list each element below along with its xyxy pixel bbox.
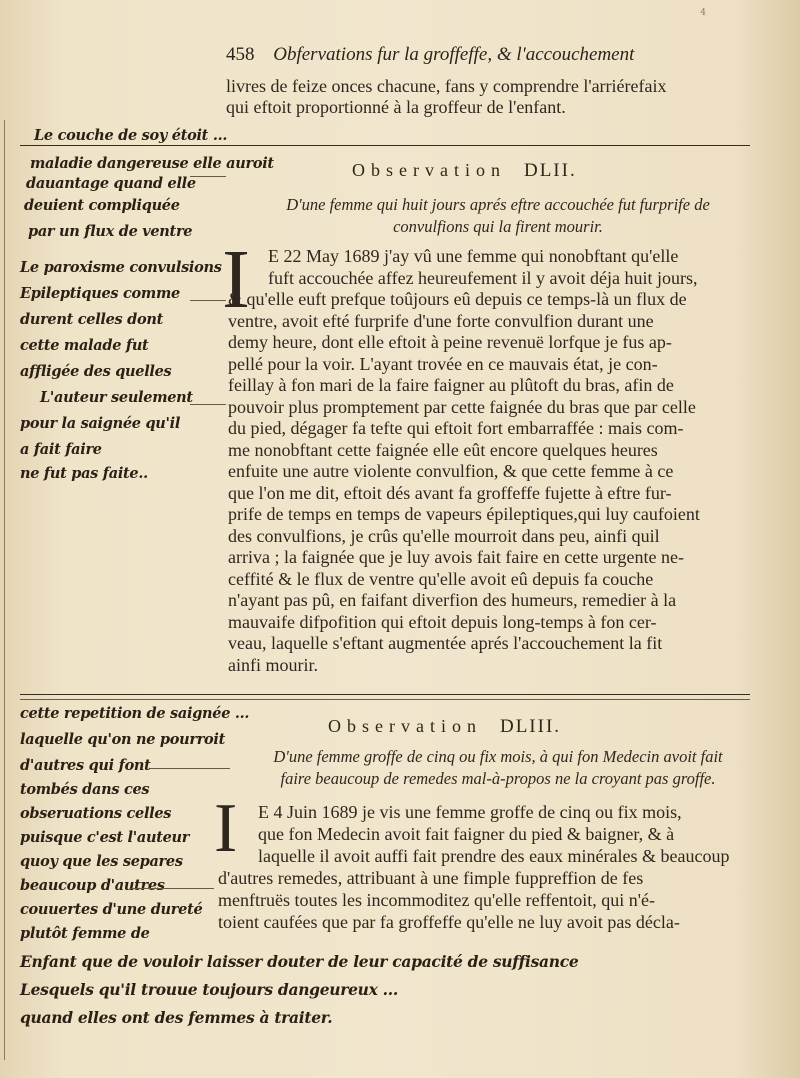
heading-label: Observation (352, 160, 506, 180)
body-line: fuft accouchée affez heureufement il y avoit déja huit jours, (268, 268, 698, 288)
handwritten-note: deuient compliquée (24, 197, 180, 214)
corner-mark: 4 (700, 8, 706, 18)
body-line: demy heure, dont elle eftoit à peine revenuë lorfque je fus ap- (228, 332, 672, 352)
summary-line: D'une femme groffe de cinq ou fix mois, à qui fon Medecin avoit fait (273, 747, 723, 766)
handwritten-note: Le couche de soy étoit ... (34, 127, 228, 144)
divider-rule (20, 699, 750, 700)
handwritten-note: ne fut pas faite.. (20, 465, 148, 482)
heading-label: Observation (328, 716, 482, 736)
body-line: veau, laquelle s'eftant augmentée aprés l'accouchement la fit (228, 633, 663, 653)
handwritten-note: puisque c'est l'auteur (20, 829, 190, 846)
handwritten-note: plutôt femme de (20, 925, 150, 942)
observation-552-heading (352, 160, 577, 182)
body-line: laquelle il avoit auffi fait prendre des eaux minérales & beaucoup (258, 846, 730, 866)
heading-number: DLII. (523, 160, 577, 181)
ink-stroke (130, 888, 214, 889)
handwritten-note: cette repetition de saignée ... (20, 705, 250, 722)
handwritten-note: Lesquels qu'il trouue toujours dangeureux ... (20, 980, 398, 999)
ink-stroke (190, 300, 226, 301)
observation-552-summary (228, 194, 768, 238)
handwritten-note: Le paroxisme convulsions (20, 259, 222, 276)
top-text-line: qui eftoit proportionné à la groffeur de l'enfant. (226, 97, 566, 117)
page-edge-line (4, 120, 5, 1060)
divider-rule (20, 694, 750, 695)
handwritten-note: pour la saignée qu'il (20, 415, 181, 432)
drop-cap: I (214, 790, 238, 867)
ink-stroke (190, 404, 226, 405)
body-line: pellé pour la voir. L'ayant trovée en ce mauvais état, je con- (228, 354, 658, 374)
handwritten-note: dauantage quand elle (26, 175, 196, 192)
summary-line: convulfions qui la firent mourir. (393, 217, 603, 236)
handwritten-note: maladie dangereuse elle auroit (30, 155, 274, 172)
running-title: Obfervations fur la groffeffe, & l'accouchement (273, 44, 635, 65)
handwritten-note: quoy que les separes (20, 853, 183, 870)
handwritten-note: tombés dans ces (20, 781, 150, 798)
body-line: menftruës toutes les incommoditez qu'elle reffentoit, qui n'é- (218, 890, 656, 910)
body-line: ainfi mourir. (228, 655, 318, 675)
handwritten-note: cette malade fut (20, 337, 149, 354)
body-line: pouvoir plus promptement par cette faignée du bras que par celle (228, 397, 696, 417)
body-line: arriva ; la faignée que je luy avois fait faire en cette urgente ne- (228, 547, 684, 567)
observation-553-summary (212, 746, 784, 790)
observation-553-heading (328, 716, 561, 738)
body-line: des convulfions, je crûs qu'elle mourroit dans peu, ainfi quil (228, 526, 660, 546)
body-line: enfuite une autre violente convulfion, & que cette femme à ce (228, 461, 674, 481)
ink-stroke (150, 768, 230, 769)
body-line: E 4 Juin 1689 je vis une femme groffe de cinq ou fix mois, (258, 802, 682, 822)
body-line: mauvaife difpofition qui eftoit depuis long-temps à fon cer- (228, 612, 657, 632)
summary-line: D'une femme qui huit jours aprés eftre accouchée fut furprife de (286, 195, 710, 214)
handwritten-note: d'autres qui font (20, 757, 151, 774)
body-line: ventre, avoit efté furprife d'une forte convulfion durant une (228, 311, 654, 331)
body-line: & qu'elle euft prefque toûjours eû depuis ce temps-là un flux de (228, 289, 687, 309)
handwritten-note: affligée des quelles (20, 363, 172, 380)
body-line: me nonobftant cette faignée elle eût encore quelques heures (228, 440, 658, 460)
handwritten-note: beaucoup d'autres (20, 877, 165, 894)
body-line: du pied, dégager fa tefte qui eftoit fort embarraffée : mais com- (228, 418, 684, 438)
handwritten-note: par un flux de ventre (28, 223, 193, 240)
body-line: que l'on me dit, eftoit dés avant fa groffeffe fujette à eftre fur- (228, 483, 672, 503)
body-line: n'ayant pas pû, en faifant diverfion des humeurs, remedier à la (228, 590, 677, 610)
handwritten-note: a fait faire (20, 441, 102, 458)
handwritten-note: obseruations celles (20, 805, 172, 822)
body-line: d'autres remedes, attribuant à une fimple fuppreffion de fes (218, 868, 644, 888)
handwritten-note: durent celles dont (20, 311, 163, 328)
handwritten-note: Epileptiques comme (20, 285, 180, 302)
body-line: toient caufées que par fa groffeffe qu'elle ne luy avoit pas décla- (218, 912, 680, 932)
handwritten-note: Enfant que de vouloir laisser douter de leur capacité de suffisance (20, 952, 579, 971)
handwritten-note: quand elles ont des femmes à traiter. (20, 1008, 333, 1027)
top-text-line: livres de feize onces chacune, fans y comprendre l'arriérefaix (226, 76, 667, 96)
running-head (226, 44, 726, 66)
body-line: E 22 May 1689 j'ay vû une femme qui nonobftant qu'elle (268, 246, 679, 266)
drop-cap: I (222, 233, 250, 326)
body-line: ceffité & le flux de ventre qu'elle avoit eû depuis fa couche (228, 569, 654, 589)
handwritten-note: L'auteur seulement (40, 389, 193, 406)
body-line: prife de temps en temps de vapeurs épileptiques,qui luy caufoient (228, 504, 700, 524)
page-number: 458 (226, 44, 255, 65)
body-line: feillay à fon mari de la faire faigner au plûtoft du bras, afin de (228, 375, 674, 395)
handwritten-note: couuertes d'une dureté (20, 901, 203, 918)
handwritten-note: laquelle qu'on ne pourroit (20, 731, 226, 748)
ink-stroke (190, 176, 226, 177)
summary-line: faire beaucoup de remedes mal-à-propos ne la croyant pas groffe. (280, 769, 716, 788)
heading-number: DLIII. (499, 716, 562, 737)
body-line: que fon Medecin avoit fait faigner du pied & baigner, & à (258, 824, 675, 844)
